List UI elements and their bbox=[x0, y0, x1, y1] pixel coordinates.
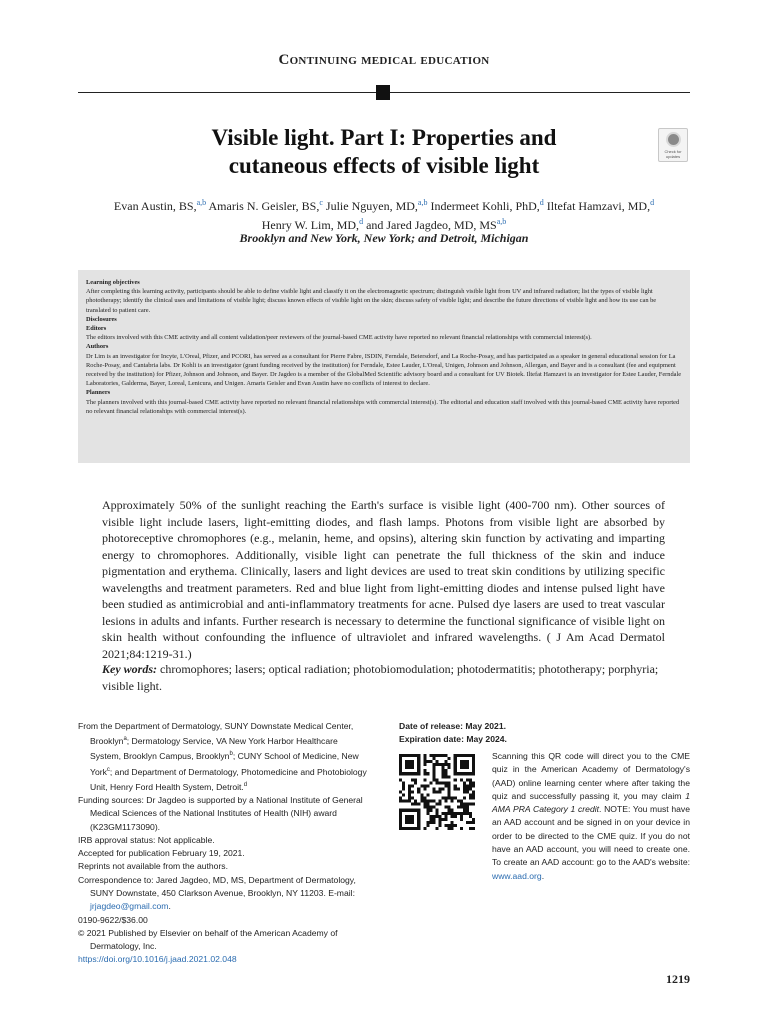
update-icon bbox=[666, 132, 681, 147]
author: and Jared Jagdeo, MD, MS$^{a,b}$ bbox=[366, 217, 507, 232]
correspondence-note: Correspondence to: Jared Jagdeo, MD, MS, Department of Dermatology, SUNY Downstate, 450 Clarkson Avenue, Brooklyn, NY 11203. E-mail: jrjagdeo@gmail.com. bbox=[78, 874, 356, 912]
doi-link[interactable]: https://doi.org/10.1016/j.jaad.2021.02.048 bbox=[78, 954, 237, 965]
expiration-date: Expiration date: May 2024. bbox=[399, 734, 507, 745]
cme-dates bbox=[399, 720, 689, 747]
page-number: 1219 bbox=[666, 972, 690, 986]
editors-heading: Editors bbox=[86, 325, 107, 333]
editors-text: The editors involved with this CME activity and all content validation/peer reviewers of the journal-based CME activity have reported no relevant financial relationships with commercial interest(s). bbox=[86, 334, 592, 342]
author: Amaris N. Geisler, BS,$^c$ bbox=[208, 198, 323, 213]
author: Iltefat Hamzavi, MD,$^d$ bbox=[546, 198, 655, 213]
authors-heading: Authors bbox=[86, 343, 109, 351]
learning-objectives-box bbox=[78, 270, 690, 463]
qr-code[interactable] bbox=[399, 754, 475, 830]
planners-heading: Planners bbox=[86, 389, 111, 397]
copyright-note: © 2021 Published by Elsevier on behalf of the American Academy of Dermatology, Inc. bbox=[78, 927, 338, 952]
header-rule-marker bbox=[376, 85, 390, 100]
funding-note: Funding sources: Dr Jagdeo is supported by a National Institute of General Medical Sciences of the National Institutes of Health (NIH) award (K23GM1173090). bbox=[78, 794, 363, 832]
issn-note: 0190-9622/$36.00 bbox=[78, 914, 148, 925]
learning-text: After completing this learning activity, participants should be able to define visible light and classify it on the electromagnetic spectrum; distinguish visible light from UV and infrared radiation; list the types of visible light phototherapy; identify the clinical uses and limitations of visible light; discuss known effects of visible light on the skin; discuss safety of visible light; and describe the future directions of visible light and how its use can be translated to patient care. bbox=[86, 288, 657, 314]
badge-label: Check for updates bbox=[664, 149, 682, 159]
learning-heading: Learning objectives bbox=[86, 279, 140, 286]
author: Evan Austin, BS,$^{a,b}$ bbox=[113, 198, 207, 213]
affiliations-note: From the Department of Dermatology, SUNY Downstate Medical Center, Brooklyn$^a$; Dermatology Service, VA New York Harbor Healthcare System, Brooklyn Campus, Brooklyn$^b$; CUNY School of Medicine, New York$^c$; and Department of Dermatology, Photomedicine and Photobiology Unit, Henry Ford Health System, Detroit.$^d$ bbox=[78, 721, 367, 792]
disclosures-heading: Disclosures bbox=[86, 315, 117, 323]
reprints-note: Reprints not available from the authors. bbox=[78, 861, 228, 872]
article-title bbox=[100, 124, 668, 180]
title-line-2: cutaneous effects of visible light bbox=[228, 153, 540, 178]
footnotes bbox=[78, 720, 370, 967]
author: Henry W. Lim, MD,$^d$ bbox=[261, 217, 364, 232]
accepted-note: Accepted for publication February 19, 2021. bbox=[78, 848, 245, 859]
aad-website-link[interactable]: www.aad.org bbox=[492, 870, 542, 881]
email-link[interactable]: jrjagdeo@gmail.com bbox=[90, 901, 169, 912]
title-line-1: Visible light. Part I: Properties and bbox=[211, 125, 557, 150]
author: Julie Nguyen, MD,$^{a,b}$ bbox=[325, 198, 428, 213]
planners-text: The planners involved with this journal-based CME activity have reported no relevant financial relationships with commercial interest(s). The editorial and education staff involved with this journal-based CME activity have reported no relevant financial relationships with commercial interest(s). bbox=[86, 398, 680, 415]
qr-description: Scanning this QR code will direct you to the CME quiz in the American Academy of Dermatology's (AAD) online learning center where after taking the quiz and successfully passing it, you may claim 1 AMA PRA Category 1 credit. NOTE: You must have an AAD account and be signed in on your device in order to be directed to the CME quiz. If you do not have an AAD account, you will need to create one. To create an AAD account: go to the AAD's website: www.aad.org. bbox=[492, 751, 690, 881]
author: Indermeet Kohli, PhD,$^d$ bbox=[430, 198, 544, 213]
irb-note: IRB approval status: Not applicable. bbox=[78, 834, 215, 845]
author-location: Brooklyn and New York, New York; and Detroit, Michigan bbox=[239, 231, 529, 245]
abstract: Approximately 50% of the sunlight reaching the Earth's surface is visible light (400-700 nm). Other sources of visible light include lasers, light-emitting diodes, and flash lamps. Photons from visible light are absorbed by photoreceptive chromophores (e.g., melanin, heme, and opsins), altering skin function by activating and imparting energy to chromophores. Additionally, visible light can penetrate the full thickness of the skin and induce pigmentation and erythema. Clinically, lasers and light devices are used to treat skin conditions by utilizing specific wavelengths and treatment parameters. Red and blue light from light-emitting diodes and intense pulsed light have been studied as antimicrobial and anti-inflammatory treatments for acne. Pulsed dye lasers are used to treat vascular lesions in adults and infants. Further research is necessary to determine the functional significance of visible light on skin health without confounding the influence of ultraviolet and infrared wavelengths. ( J Am Acad Dermatol 2021;84:1219-31.) bbox=[102, 498, 665, 661]
keywords bbox=[102, 661, 665, 694]
check-for-updates-badge[interactable] bbox=[658, 128, 688, 162]
release-date: Date of release: May 2021. bbox=[399, 721, 507, 731]
author-list bbox=[70, 195, 698, 233]
authors-disclosure-text: Dr Lim is an investigator for Incyte, L'Oreal, Pfizer, and PCORI, has served as a consultant for Pierre Fabre, ISDIN, Ferndale, Beiersdorf, and La Roche-Posay, and has participated as a speaker in general educational session for La Roche-Posay, and Cantabria labs. Dr Kohli is an investigator (grant funding received by the institution) for Ferndale, Estee Lauder, L'Oreal, Unigen, Johnson and Johnson, Allergan, and Bayer and is a consultant (fee and equipment received by the institution) for Pfizer, Johnson and Johnson, and Bayer. Dr Jagdeo is a member of the GlobalMed Scientific advisory board and a consultant for UV Biotek. Iltefat Hamzavi is an investigator for Estee Lauder, Ferndale Laboratories, Galderma, Bayer, Loreal, Lenicura, and Unigen. Amaris Geisler and Evan Austin have no conflicts of interest to declare. bbox=[86, 352, 682, 388]
section-label: Continuing medical education bbox=[278, 52, 490, 68]
keywords-text: chromophores; lasers; optical radiation; photobiomodulation; photodermatitis; phototherapy; porphyria; visible light. bbox=[102, 662, 659, 693]
credit-text: 1 AMA PRA Category 1 credit bbox=[492, 790, 690, 815]
keywords-label: Key words: bbox=[102, 662, 157, 676]
